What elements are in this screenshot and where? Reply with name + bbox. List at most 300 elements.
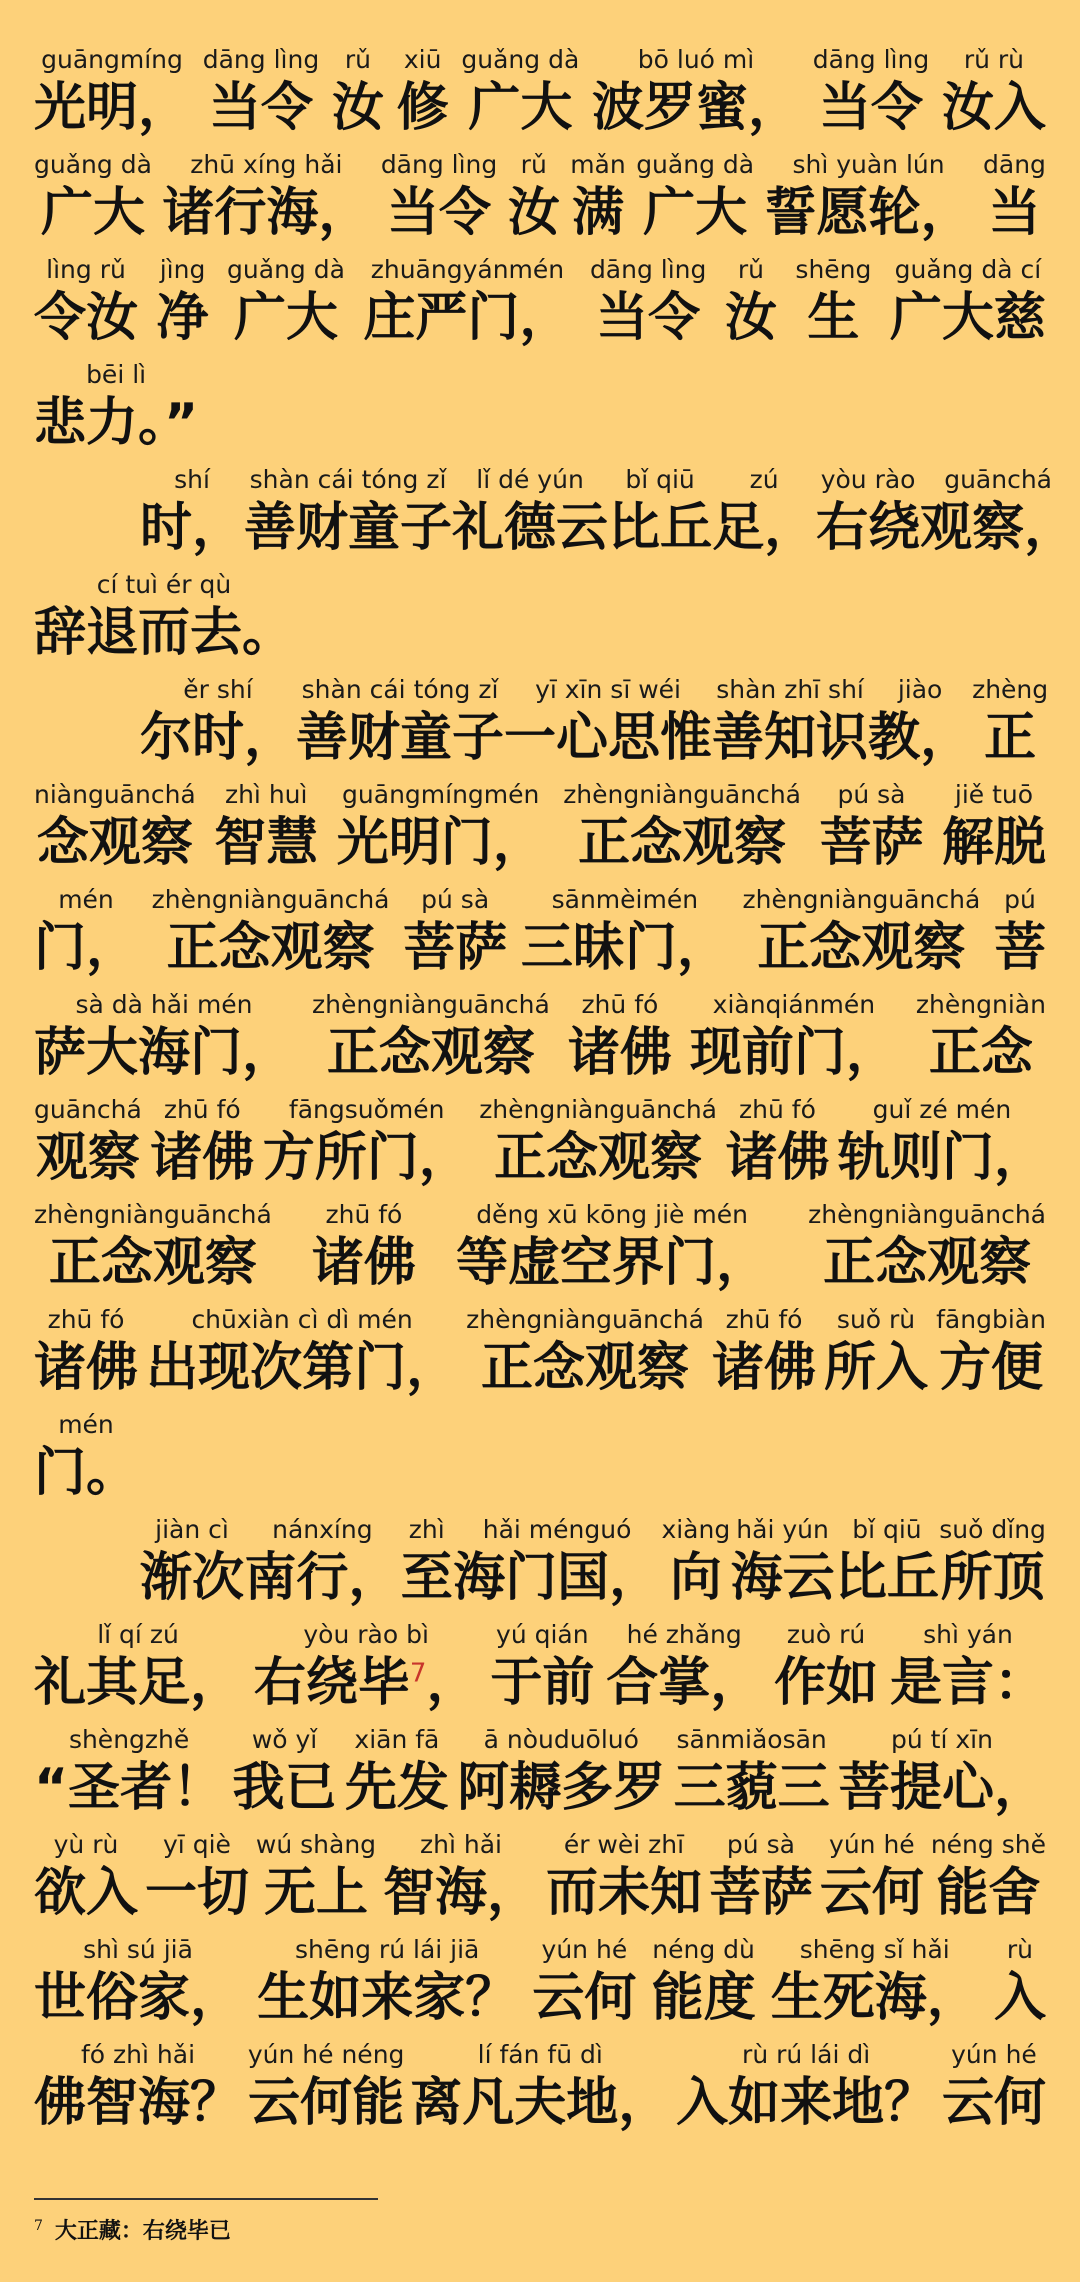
hanzi-text: 离凡夫地， — [410, 2073, 671, 2133]
hanzi-text: 所顶 — [940, 1548, 1045, 1608]
hanzi — [765, 180, 973, 246]
pinyin: pú sà — [421, 885, 490, 914]
hanzi — [757, 915, 965, 981]
hanzi — [712, 1335, 816, 1401]
annotated-word — [256, 1830, 376, 1926]
hanzi-text: 解脱 — [941, 813, 1046, 873]
hanzi — [532, 1965, 636, 2031]
hanzi — [150, 1125, 254, 1191]
pinyin: děng xū kōng jiè mén — [476, 1200, 748, 1229]
hanzi — [34, 1335, 138, 1401]
annotated-word — [942, 2040, 1046, 2136]
hanzi-text: 生如来家？ — [257, 1968, 518, 2028]
pinyin: zhèngniànguānchá — [151, 885, 390, 914]
hanzi — [890, 285, 1046, 351]
text-line — [34, 1191, 1046, 1296]
pinyin: shí — [174, 465, 210, 494]
hanzi — [592, 75, 800, 141]
annotated-word — [363, 255, 571, 351]
annotated-word — [795, 255, 871, 351]
hanzi-text: 汝 — [724, 288, 777, 348]
hanzi — [709, 1860, 813, 1926]
hanzi — [456, 1230, 768, 1296]
pinyin: yòu rào — [820, 465, 916, 494]
hanzi — [383, 1860, 539, 1926]
hanzi-text: 比丘 — [608, 498, 713, 558]
pinyin: mén — [58, 885, 114, 914]
annotated-word — [157, 255, 209, 351]
annotated-word — [816, 465, 920, 561]
hanzi-text: 净 — [156, 288, 209, 348]
pinyin: zhì — [408, 1515, 445, 1544]
hanzi-text: 菩萨 — [708, 1863, 813, 1923]
hanzi-text: 菩萨 — [403, 918, 508, 978]
pinyin: zhū fó — [725, 1305, 803, 1334]
hanzi-text: 出现次第门， — [146, 1338, 459, 1398]
hanzi-text: 诸佛 — [711, 1338, 816, 1398]
annotated-word — [742, 885, 980, 981]
hanzi — [929, 1020, 1033, 1086]
pinyin: yòu rào bì — [303, 1620, 429, 1649]
annotated-word — [939, 1515, 1046, 1611]
hanzi — [490, 1650, 594, 1716]
annotated-word — [254, 1620, 479, 1716]
hanzi — [819, 75, 923, 141]
pinyin: shēng sǐ hǎi — [799, 1935, 950, 1964]
hanzi — [363, 285, 571, 351]
hanzi-text: 能度 — [651, 1968, 756, 2028]
annotated-word — [690, 990, 898, 1086]
annotated-word — [34, 1305, 138, 1401]
annotated-word — [490, 1620, 594, 1716]
pinyin: dāng lìng — [589, 255, 707, 284]
pinyin: yún hé — [541, 1935, 628, 1964]
hanzi — [387, 180, 491, 246]
annotated-word — [332, 45, 384, 141]
pinyin: guǎng dà — [34, 150, 152, 179]
pinyin: shàn cái tóng zǐ — [249, 465, 447, 494]
pinyin: suǒ rù — [836, 1305, 916, 1334]
pinyin: bēi lì — [86, 360, 147, 389]
annotated-word — [532, 1935, 636, 2031]
annotated-word — [152, 885, 390, 981]
annotated-word — [819, 780, 923, 876]
annotated-word — [248, 2040, 405, 2136]
pinyin: zhèng — [972, 675, 1049, 704]
hanzi — [312, 1230, 416, 1296]
hanzi — [690, 1020, 898, 1086]
hanzi-text: 无上 — [263, 1863, 368, 1923]
hanzi-text: 云何 — [532, 1968, 637, 2028]
pinyin: mǎn — [570, 150, 626, 179]
annotated-word — [606, 1620, 762, 1716]
annotated-word — [570, 150, 626, 246]
pinyin: pú sà — [837, 780, 906, 809]
annotated-word — [34, 255, 138, 351]
hanzi-text: 于前 — [490, 1653, 595, 1713]
annotated-word — [244, 465, 452, 561]
hanzi — [939, 1335, 1043, 1401]
hanzi — [34, 390, 198, 456]
pinyin: pú tí xīn — [891, 1725, 993, 1754]
hanzi — [410, 2070, 670, 2136]
pinyin: ěr shí — [183, 675, 253, 704]
hanzi-text: 入如来地？ — [676, 2073, 937, 2133]
text-line — [34, 1506, 1046, 1611]
hanzi — [771, 1965, 979, 2031]
hanzi-text: 一切 — [144, 1863, 249, 1923]
hanzi — [233, 1755, 337, 1821]
pinyin: yún hé — [951, 2040, 1037, 2069]
hanzi-text: 菩 — [993, 918, 1046, 978]
text-line — [34, 456, 1077, 561]
annotated-word — [521, 885, 729, 981]
hanzi-text: 波罗蜜， — [592, 78, 801, 138]
hanzi-text: 右绕 — [816, 498, 921, 558]
footnote-marker: 7 — [409, 1658, 427, 1689]
pinyin: yú qián — [496, 1620, 589, 1649]
hanzi-text: 誓愿轮， — [764, 183, 973, 243]
pinyin: zhèngniànguānchá — [34, 1200, 272, 1229]
annotated-word — [983, 150, 1046, 246]
annotated-word — [227, 255, 345, 351]
pinyin: xiànqiánmén — [712, 990, 876, 1019]
pinyin: yún hé néng — [247, 2040, 405, 2069]
pinyin: shēng — [795, 255, 872, 284]
hanzi-text: 三藐三 — [673, 1758, 830, 1818]
hanzi-text: 正念 — [928, 1023, 1033, 1083]
hanzi — [296, 705, 504, 771]
hanzi — [725, 285, 777, 351]
hanzi — [34, 600, 294, 666]
hanzi-text: 所入 — [824, 1338, 929, 1398]
hanzi-text: 现前门， — [689, 1023, 898, 1083]
pinyin: dāng lìng — [380, 150, 498, 179]
hanzi — [34, 1965, 242, 2031]
hanzi — [988, 180, 1040, 246]
text-line — [34, 981, 1046, 1086]
hanzi — [504, 705, 712, 771]
hanzi — [494, 1125, 702, 1191]
pinyin: pú sà — [726, 1830, 795, 1859]
annotated-word — [838, 1095, 1046, 1191]
pinyin: zhì hǎi — [420, 1830, 502, 1859]
hanzi-text: 广大 — [643, 183, 748, 243]
pinyin: jiàn cì — [155, 1515, 229, 1544]
hanzi-text: 汝 — [331, 78, 384, 138]
annotated-word — [214, 780, 318, 876]
footnote-divider — [34, 2198, 378, 2200]
hanzi-text: 菩萨 — [819, 813, 924, 873]
pinyin: hǎi yún — [736, 1515, 829, 1544]
pinyin: zhèngniànguānchá — [742, 885, 981, 914]
pinyin: zhū fó — [47, 1305, 125, 1334]
hanzi-text: 佛智海？ — [34, 2073, 243, 2133]
annotated-word — [808, 1200, 1046, 1296]
annotated-word — [452, 465, 608, 561]
hanzi — [214, 810, 318, 876]
hanzi — [167, 915, 375, 981]
pinyin: zuò rú — [786, 1620, 866, 1649]
text-line — [34, 561, 1046, 666]
pinyin: ā nòuduōluó — [483, 1725, 639, 1754]
pinyin: shèngzhě — [68, 1725, 190, 1754]
hanzi — [942, 75, 1046, 141]
hanzi-text: 当令 — [596, 288, 701, 348]
hanzi-text: 先发 — [344, 1758, 449, 1818]
hanzi-text: 世俗家， — [34, 1968, 243, 2028]
punctuation: ， — [426, 1653, 479, 1713]
annotated-word — [771, 1935, 979, 2031]
hanzi-text: “圣者！ — [34, 1758, 225, 1818]
text-line — [34, 1926, 1046, 2031]
hanzi — [332, 75, 384, 141]
hanzi-text: 诸佛 — [150, 1128, 255, 1188]
annotated-word — [731, 1515, 835, 1611]
annotated-word — [725, 1095, 829, 1191]
hanzi-text: 而未知 — [545, 1863, 702, 1923]
text-line — [34, 351, 1046, 456]
pinyin: hǎi ménguó — [482, 1515, 632, 1544]
pinyin: wú shàng — [255, 1830, 377, 1859]
pinyin: guāngmíng — [41, 45, 183, 74]
hanzi — [145, 1860, 249, 1926]
hanzi — [608, 495, 712, 561]
hanzi-text: 比丘 — [834, 1548, 939, 1608]
annotated-word — [140, 675, 296, 771]
annotated-word — [774, 1620, 878, 1716]
pinyin: sà dà hǎi mén — [75, 990, 253, 1019]
annotated-word — [942, 45, 1046, 141]
annotated-word — [337, 780, 545, 876]
hanzi-text: 当令 — [387, 183, 492, 243]
text-line — [34, 1086, 1046, 1191]
hanzi — [49, 1230, 257, 1296]
hanzi — [327, 1020, 535, 1086]
pinyin: guǎng dà cí — [894, 255, 1042, 284]
hanzi — [345, 1755, 449, 1821]
pinyin: bō luó mì — [637, 45, 755, 74]
hanzi-text: 作如 — [774, 1653, 879, 1713]
pinyin: rù — [1006, 1935, 1033, 1964]
hanzi-text: 诸行海， — [162, 183, 371, 243]
hanzi — [521, 915, 729, 981]
hanzi — [34, 75, 190, 141]
hanzi — [41, 180, 145, 246]
hanzi-text: 方所门， — [262, 1128, 471, 1188]
annotated-word — [34, 1935, 242, 2031]
hanzi — [34, 2070, 242, 2136]
pinyin: jiě tuō — [954, 780, 1034, 809]
hanzi-text: 礼其足， — [34, 1653, 243, 1713]
hanzi-text: 诸佛 — [725, 1128, 830, 1188]
text-line — [34, 1821, 1046, 1926]
pinyin: sānmiǎosān — [676, 1725, 827, 1754]
hanzi-text: 向 — [669, 1548, 722, 1608]
annotated-word — [676, 2040, 936, 2136]
hanzi — [140, 495, 244, 561]
hanzi-text: 门。 — [34, 1443, 139, 1503]
hanzi-text: 海门国， — [453, 1548, 662, 1608]
hanzi-text: 庄严门， — [363, 288, 572, 348]
pinyin: zhū fó — [581, 990, 659, 1019]
annotated-word — [263, 1095, 471, 1191]
pinyin: xiān fā — [354, 1725, 440, 1754]
hanzi — [146, 1335, 458, 1401]
hanzi-text: 轨则门， — [837, 1128, 1046, 1188]
hanzi-text: 广大 — [233, 288, 338, 348]
hanzi — [676, 2070, 936, 2136]
annotated-word — [479, 1095, 717, 1191]
hanzi — [34, 915, 138, 981]
annotated-word — [994, 885, 1046, 981]
hanzi-text: 广大 — [40, 183, 145, 243]
hanzi — [546, 1860, 702, 1926]
hanzi — [731, 1545, 835, 1611]
annotated-word — [257, 1935, 517, 2031]
annotated-word — [312, 990, 550, 1086]
hanzi-text: 正念观察 — [757, 918, 966, 978]
hanzi-text: 正念观察 — [481, 1338, 690, 1398]
annotated-word — [712, 675, 868, 771]
hanzi-text: 善知识 — [712, 708, 869, 768]
footnote — [34, 2214, 231, 2245]
annotated-word — [931, 1830, 1046, 1926]
annotated-word — [568, 990, 672, 1086]
hanzi — [578, 810, 786, 876]
annotated-word — [244, 1515, 400, 1611]
annotated-word — [383, 1830, 539, 1926]
annotated-word — [994, 1935, 1046, 2031]
pinyin: shì yán — [923, 1620, 1013, 1649]
pinyin: guǐ zé mén — [872, 1095, 1012, 1124]
hanzi — [596, 285, 700, 351]
hanzi-text: 修 — [396, 78, 449, 138]
annotated-word — [824, 1305, 928, 1401]
pinyin: guāngmíngmén — [342, 780, 540, 809]
pinyin: cí tuì ér qù — [96, 570, 232, 599]
annotated-word — [942, 780, 1046, 876]
hanzi-text: 渐次 — [140, 1548, 245, 1608]
annotated-word — [546, 1830, 702, 1926]
hanzi — [674, 1755, 830, 1821]
pinyin: mén — [58, 1410, 114, 1439]
hanzi-text: 智海， — [383, 1863, 540, 1923]
annotated-word — [636, 150, 754, 246]
hanzi-text: 诸佛 — [34, 1338, 139, 1398]
hanzi-text: 能舍 — [936, 1863, 1041, 1923]
annotated-word — [34, 1200, 272, 1296]
pinyin: guānchá — [944, 465, 1052, 494]
hanzi-text: 南行， — [244, 1548, 401, 1608]
hanzi-text: 光明， — [34, 78, 191, 138]
annotated-word — [712, 465, 816, 561]
hanzi — [457, 1755, 665, 1821]
annotated-word — [34, 570, 294, 666]
hanzi-text: 诸佛 — [311, 1233, 416, 1293]
pinyin: zhì huì — [224, 780, 308, 809]
annotated-word — [504, 675, 712, 771]
annotated-word — [34, 990, 294, 1086]
hanzi-text: 我已 — [232, 1758, 337, 1818]
hanzi-text: 辞退而去。 — [34, 603, 295, 663]
annotated-word — [652, 1935, 756, 2031]
text-line — [34, 1611, 1046, 1716]
annotated-word — [34, 150, 152, 246]
hanzi — [606, 1650, 762, 1716]
pinyin: guǎng dà — [636, 150, 755, 179]
pinyin: guānchá — [34, 1095, 142, 1124]
hanzi — [244, 1545, 400, 1611]
hanzi-text: 广大 — [468, 78, 573, 138]
hanzi — [890, 1650, 1046, 1716]
annotated-word — [34, 780, 196, 876]
annotated-word — [162, 150, 370, 246]
hanzi — [508, 180, 560, 246]
pinyin: guǎng dà — [461, 45, 580, 74]
annotated-word — [674, 1725, 830, 1821]
hanzi-text: 一心思惟 — [504, 708, 713, 768]
pinyin: guǎng dà — [227, 255, 345, 284]
hanzi-text: 汝 — [507, 183, 560, 243]
annotated-word — [563, 780, 801, 876]
annotated-word — [838, 1725, 1046, 1821]
hanzi — [157, 285, 209, 351]
hanzi-text: 当令 — [818, 78, 923, 138]
pinyin: zhèngniànguānchá — [466, 1305, 704, 1334]
hanzi — [34, 1650, 242, 1716]
pinyin: lǐ dé yún — [476, 465, 584, 494]
pinyin: yún hé — [829, 1830, 915, 1859]
hanzi-text: 右绕毕 — [253, 1653, 410, 1713]
hanzi-text: 萨大海门， — [34, 1023, 295, 1083]
annotated-word — [34, 2040, 242, 2136]
hanzi-text: 合掌， — [606, 1653, 763, 1713]
pinyin: néng shě — [930, 1830, 1046, 1859]
annotated-word — [820, 1830, 924, 1926]
hanzi — [807, 285, 859, 351]
annotated-word — [146, 1305, 458, 1401]
text-line — [34, 141, 1046, 246]
annotated-word — [34, 1095, 142, 1191]
text-line — [34, 1401, 1046, 1506]
hanzi — [936, 1860, 1040, 1926]
annotated-word — [920, 465, 1076, 561]
hanzi — [403, 915, 507, 981]
pinyin: suǒ dǐng — [939, 1515, 1046, 1544]
annotated-word — [868, 675, 972, 771]
pinyin: bǐ qiū — [625, 465, 695, 494]
hanzi-text: 念观察 — [36, 813, 193, 873]
annotated-word — [233, 1725, 337, 1821]
annotated-word — [34, 360, 198, 456]
hanzi — [984, 705, 1036, 771]
hanzi-text: 教， — [868, 708, 973, 768]
hanzi — [712, 705, 868, 771]
hanzi — [994, 915, 1046, 981]
hanzi-text: 满 — [571, 183, 624, 243]
hanzi — [401, 1545, 453, 1611]
hanzi — [823, 1230, 1031, 1296]
pinyin: lìng rǔ — [46, 255, 126, 284]
hanzi — [34, 1440, 138, 1506]
hanzi-text: 光明门， — [336, 813, 545, 873]
hanzi — [774, 1650, 878, 1716]
pinyin: dāng lìng — [812, 45, 930, 74]
hanzi-text: 至 — [400, 1548, 453, 1608]
hanzi-text: 云何 — [941, 2073, 1046, 2133]
footnote-text: 大正藏：右绕毕已 — [54, 2218, 231, 2244]
